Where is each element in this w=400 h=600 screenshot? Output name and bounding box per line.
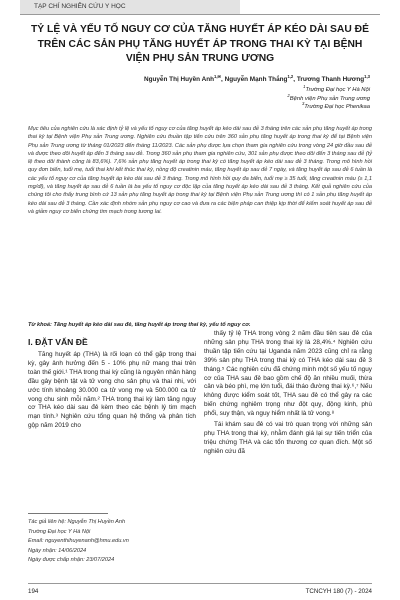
footnote-line: Tác giả liên hệ: Nguyễn Thị Huyền Anh xyxy=(28,519,126,525)
right-column xyxy=(204,330,372,457)
corresponding-author-footnote xyxy=(28,518,196,566)
keywords-text: Tăng huyết áp kéo dài sau đẻ, tăng huyết áp trong thai kỳ, yếu tố nguy cơ. xyxy=(51,322,251,328)
article-title: TỶ LỆ VÀ YẾU TỐ NGUY CƠ CỦA TĂNG HUYẾT ÁP KÉO DÀI SAU ĐẺ TRÊN CÁC SẢN PHỤ TĂNG HUYẾT ÁP TRONG THAI KỲ TẠI BỆNH VIỆN PHỤ SẢN TRUNG ƯƠNG xyxy=(31,24,369,64)
footnote-divider xyxy=(28,513,108,514)
affiliation: $^3$Trường Đại học Phenikaa xyxy=(301,101,370,110)
header-divider xyxy=(20,14,380,15)
footnote-line: Email: nguyenthihuyenanh@hmu.edu.vn xyxy=(28,538,129,544)
left-column xyxy=(28,351,196,431)
footer-divider xyxy=(28,583,372,584)
paragraph: thấy tỷ lệ THA trong vòng 2 năm đầu tiên sau đẻ của những sản phụ THA trong thai kỳ là 28,4%.⁴ Nghiên cứu thuần tập tiến cứu tại Uganda năm 2023 cũng chỉ ra rằng 39% sản phụ THA trong thai kỳ có THA kéo dài sau đẻ 3 tháng.⁵ Các nghiên cứu đã chứng minh một số yếu tố nguy cơ của THA sau đẻ bao gồm chế độ ăn nhiều muối, thừa cân và béo phì, mẹ lớn tuổi, đái tháo đường thai kỳ.⁶,⁷ Nếu không được kiểm soát tốt, THA sau đẻ có thể gây ra các biến chứng nghiêm trọng như đột quỵ, động kinh, phù phổi, suy thận, và nguy hiểm nhất là tử vong.⁸ xyxy=(204,330,372,418)
section-heading: I. ĐẶT VẤN ĐỀ xyxy=(28,337,88,347)
journal-issue: TCNCYH 180 (7) - 2024 xyxy=(305,588,372,595)
keywords xyxy=(28,321,372,329)
affiliation: $^1$Trường Đại học Y Hà Nội xyxy=(303,84,370,93)
footnote-line: Trường Đại học Y Hà Nội xyxy=(28,528,91,535)
author-list xyxy=(144,75,370,84)
paragraph: Tăng huyết áp (THA) là rối loạn có thể gặp trong thai kỳ, gây ảnh hưởng đến 5 - 10% phụ nữ mang thai trên toàn thế giới.¹ THA trong thai kỳ cũng là nguyên nhân hàng đầu gây bệnh tật và tử vong cho sản phụ và thai nhi, với ước tính khoảng 30.000 ca tử vong mẹ và 500.000 ca tử vong chu sinh mỗi năm.² THA trong thai kỳ làm tăng nguy cơ THA kéo dài sau đẻ kèm theo các bệnh lý tim mạch mạn tính.³ Nghiên cứu tổng quan hệ thống và phân tích gộp năm 2019 cho xyxy=(28,351,196,430)
abstract: Mục tiêu của nghiên cứu là xác định tỷ lệ và yếu tố nguy cơ của tăng huyết áp kéo dài sau đẻ 3 tháng trên các sản phụ tăng huyết áp trong thai kỳ tại Bệnh viện Phụ sản Trung ương. Nghiên cứu thuần tập tiến cứu trên 360 sản phụ tăng huyết áp trong thai kỳ để tại Bệnh viện Phụ sản Trung ương từ tháng 01/2023 đến tháng 11/2023. Các sản phụ được lựa chọn tham gia nghiên cứu trong vòng 24 giờ đầu sau đẻ và được theo dõi huyết áp đến 3 tháng sau đẻ. Trong 360 sản phụ tham gia nghiên cứu, 301 sản phụ được theo dõi đến 3 tháng sau đẻ (tỷ lệ theo dõi thành công là 83,6%). 7,6% sản phụ tăng huyết áp trong thai kỳ có tăng huyết áp kéo dài sau đẻ 3 tháng. Trong mô hình hồi quy đơn biến, tuổi mẹ, tuổi thai khi kết thúc thai kỳ, nồng độ creatinin máu, tăng huyết áp sau đẻ 7 ngày, và tăng huyết áp sau đẻ 6 tuần là các yếu tố nguy cơ của tăng huyết áp kéo dài sau đẻ 3 tháng. Trong mô hình hồi quy đa biến, tuổi mẹ ≥ 35 tuổi, tăng creatinin máu (≥ 1,1 mg/dl), và tăng huyết áp sau đẻ 6 tuần là ba yếu tố nguy cơ độc lập của tăng huyết áp kéo dài sau đẻ 3 tháng. Kết quả nghiên cứu của chúng tôi cho thấy trung bình cứ 13 sản phụ tăng huyết áp trong thai kỳ tại Bệnh viện Phụ sản Trung ương thì có 1 sản phụ tăng huyết áp kéo dài sau đẻ 3 tháng. Cần xác định nhóm sản phụ nguy cơ cao và đưa ra các biện pháp can thiệp kịp thời để kiểm soát huyết áp sau đẻ và giảm nguy cơ biến chứng tim mạch trong tương lai. xyxy=(28,126,372,215)
author: Nguyễn Thị Huyền Anh$^{1,✉}$, xyxy=(143,73,225,83)
author: Trương Thanh Hương$^{1,3}$ xyxy=(296,73,370,83)
author: Nguyễn Mạnh Thắng$^{1,2}$, xyxy=(224,73,297,83)
paragraph: Tái khám sau đẻ có vai trò quan trọng với những sản phụ THA trong thai kỳ, nhằm đánh giá lại sự tiến triển của triệu chứng THA và các tổn thương cơ quan đích. Một số nghiên cứu đã xyxy=(204,421,372,455)
page-number: 194 xyxy=(28,588,39,595)
keywords-label: Từ khoá: xyxy=(28,322,52,328)
journal-header: TẠP CHÍ NGHIÊN CỨU Y HỌC xyxy=(20,0,240,14)
affiliation-list xyxy=(287,86,370,112)
affiliation: $^2$Bệnh viện Phụ sản Trung ương xyxy=(287,92,370,102)
footnote-line: Ngày nhận: 14/06/2024 xyxy=(28,547,87,554)
footnote-line: Ngày được chấp nhận: 23/07/2024 xyxy=(28,557,115,563)
email-marker-icon: ✉ xyxy=(217,73,222,79)
